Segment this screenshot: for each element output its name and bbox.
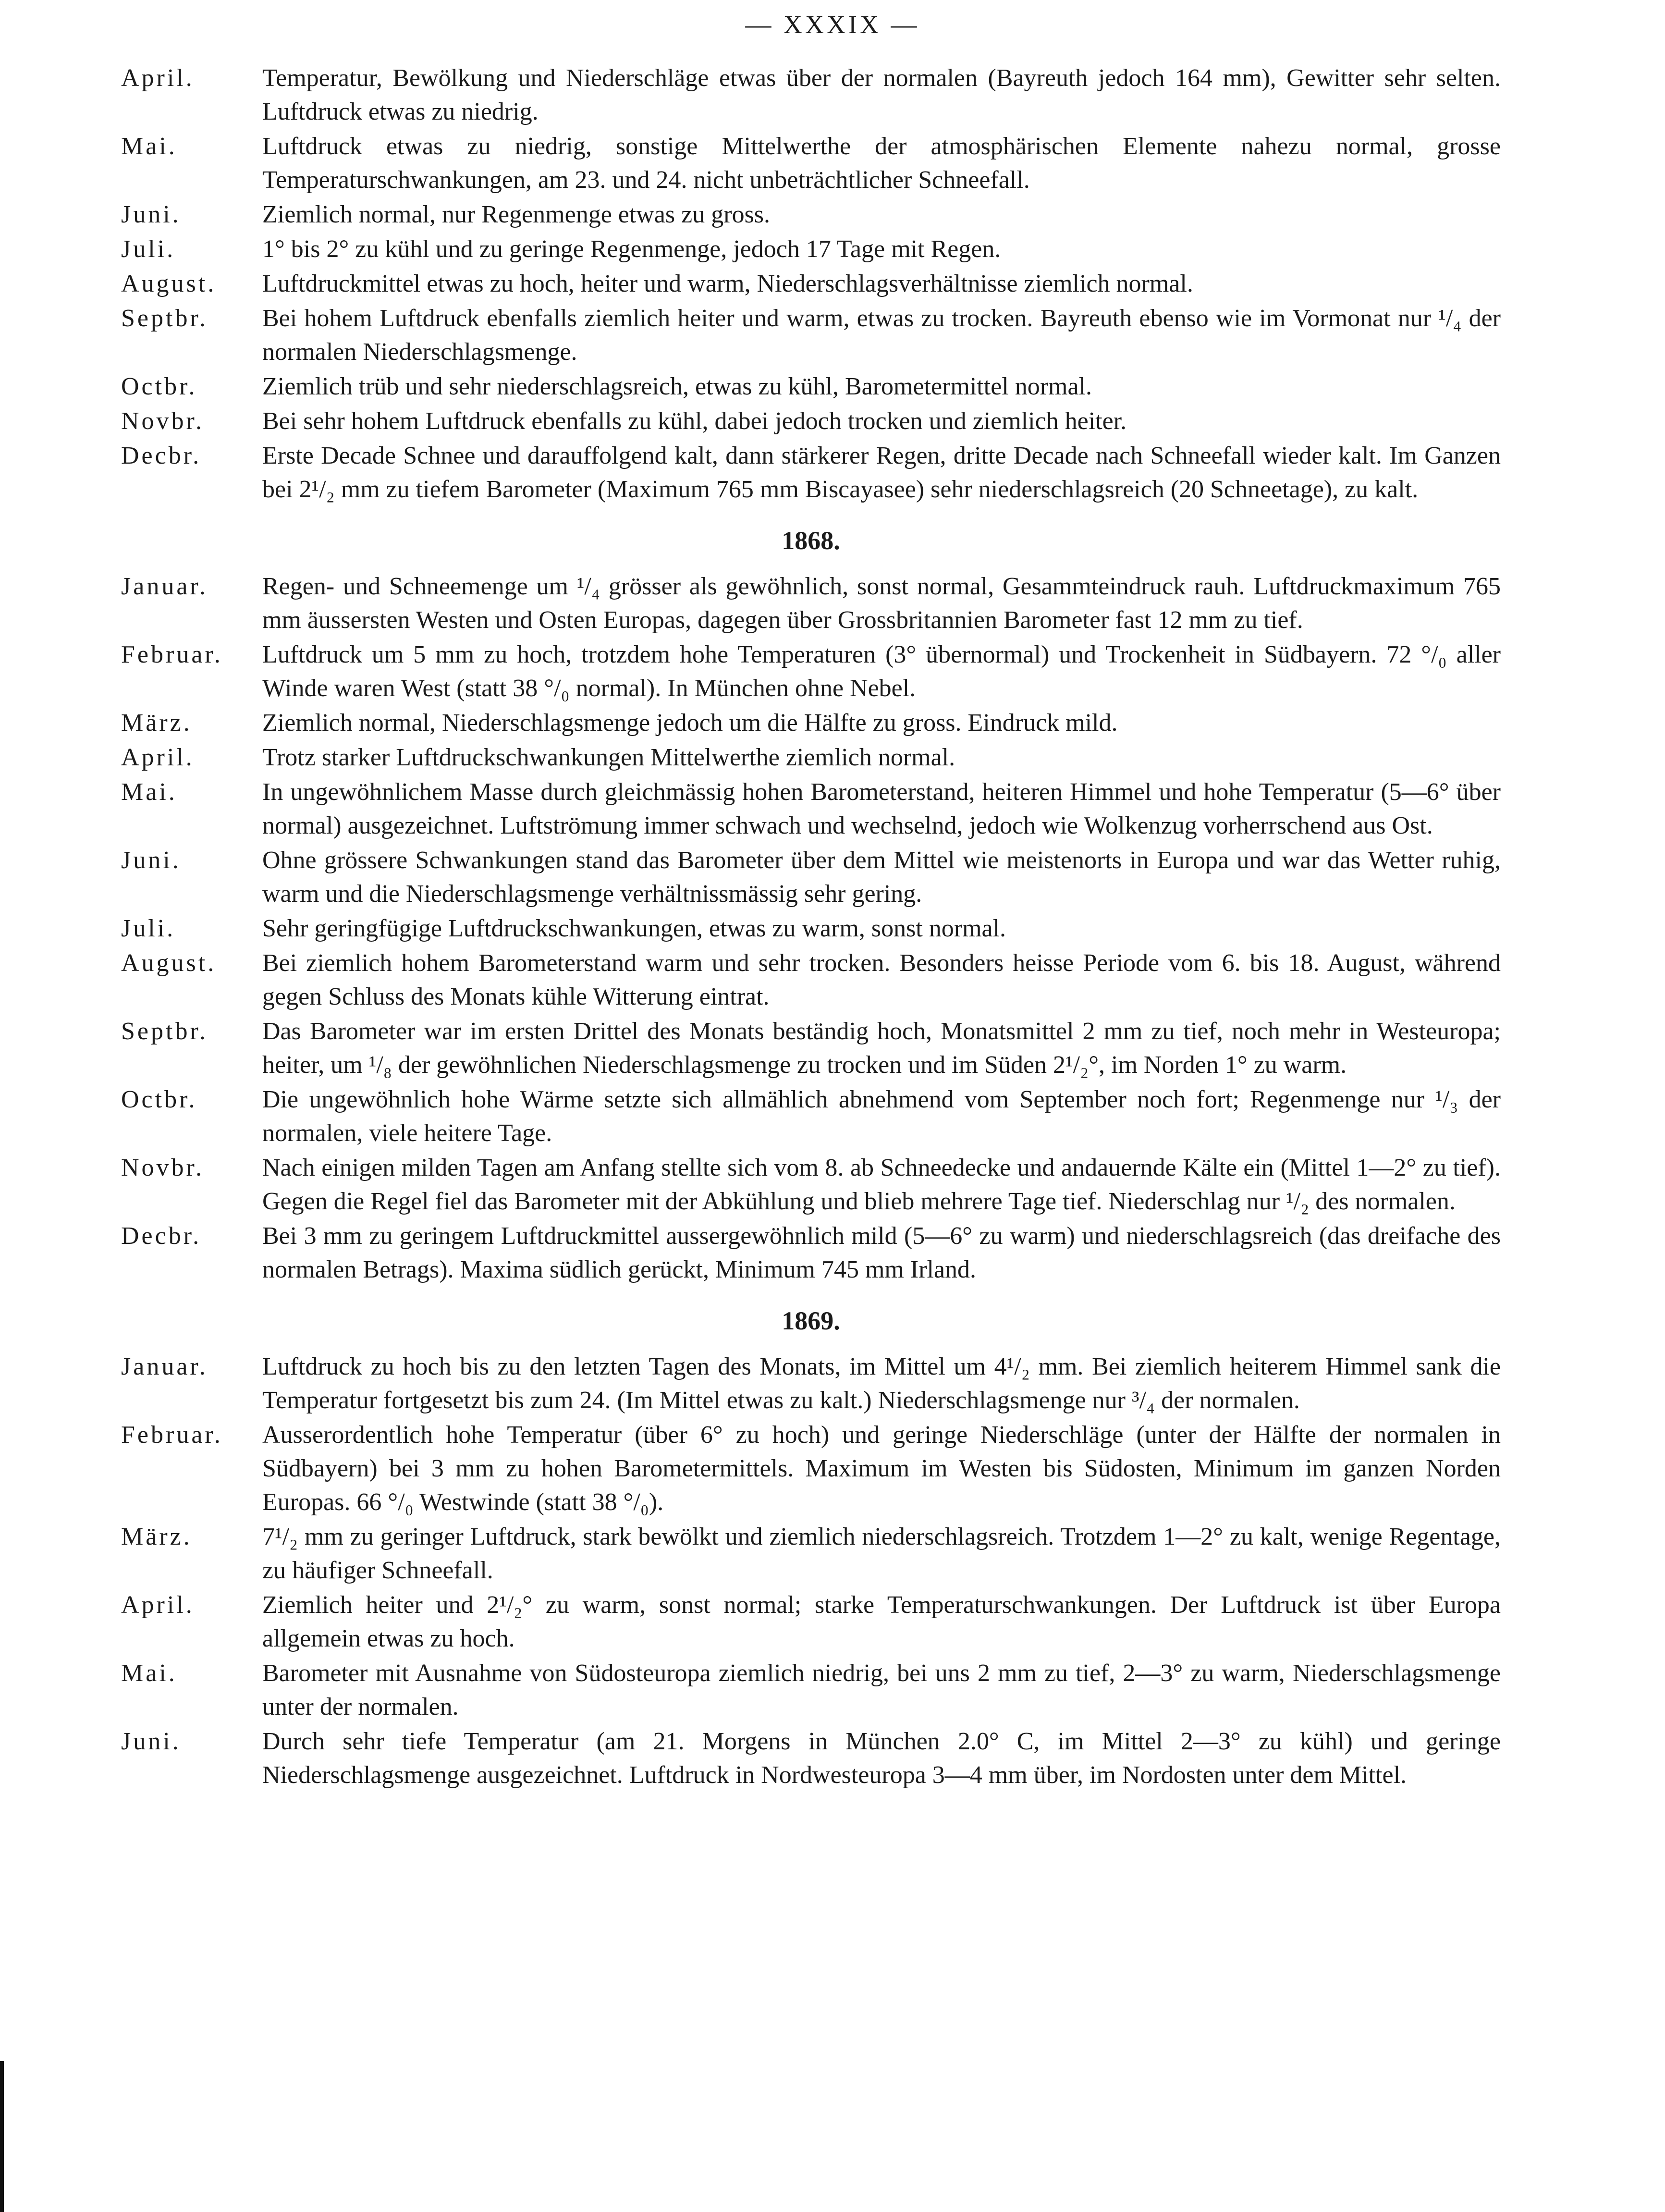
entry-text: Ziemlich normal, nur Regenmenge etwas zu gross. xyxy=(262,201,771,228)
entry xyxy=(121,370,1501,404)
entry xyxy=(121,198,1501,232)
month-label: März. xyxy=(121,1523,192,1550)
month-label: Decbr. xyxy=(121,1222,202,1250)
month-label: Februar. xyxy=(121,1421,223,1449)
month-label: August. xyxy=(121,270,217,297)
entry-text: Die ungewöhnlich hohe Wärme setzte sich allmählich abnehmend vom September noch fort; Regenmenge nur ¹/₃ der normalen, viele heitere Tage. xyxy=(262,1086,1501,1147)
entry xyxy=(121,61,1501,129)
page-number: — XXXIX — xyxy=(745,10,920,39)
entry-text: Bei sehr hohem Luftdruck ebenfalls zu kühl, dabei jedoch trocken und ziemlich heiter. xyxy=(262,407,1127,435)
entry-text: Ziemlich heiter und 2¹/₂° zu warm, sonst normal; starke Temperaturschwankungen. Der Luftdruck ist über Europa allgemein etwas zu hoch. xyxy=(262,1591,1501,1652)
month-label: April. xyxy=(121,744,195,771)
month-label: März. xyxy=(121,709,192,737)
entry xyxy=(121,570,1501,637)
entry xyxy=(121,1151,1501,1218)
entry xyxy=(121,1083,1501,1150)
entry xyxy=(121,1725,1501,1792)
month-label: Mai. xyxy=(121,133,177,160)
entry xyxy=(121,233,1501,266)
month-label: Octbr. xyxy=(121,1086,197,1113)
entry xyxy=(121,130,1501,197)
section-1868 xyxy=(121,524,1501,1287)
entry xyxy=(121,1588,1501,1656)
entry-text: Bei ziemlich hohem Barometerstand warm und sehr trocken. Besonders heisse Periode vom 6. bis 18. August, während gegen Schluss des Monats kühle Witterung eintrat. xyxy=(262,949,1501,1010)
entry-text: Ziemlich trüb und sehr niederschlagsreich, etwas zu kühl, Barometermittel normal. xyxy=(262,373,1092,400)
entry-text: Durch sehr tiefe Temperatur (am 21. Morgens in München 2.0° C, im Mittel 2—3° zu kühl) und geringe Niederschlagsmenge ausgezeichnet. Luftdruck in Nordwesteuropa 3—4 mm über, im Nordosten unter dem Mittel. xyxy=(262,1728,1501,1789)
year-heading: 1868. xyxy=(782,526,840,555)
entry-text: Erste Decade Schnee und darauffolgend kalt, dann stärkerer Regen, dritte Decade nach Schneefall wieder kalt. Im Ganzen bei 2¹/₂ mm zu tiefem Barometer (Maximum 765 mm Biscayasee) sehr niederschlagsreich (20 Schneetage), zu kalt. xyxy=(262,442,1501,503)
month-label: Decbr. xyxy=(121,442,202,469)
section-1869 xyxy=(121,1304,1501,1792)
section-continuation xyxy=(121,61,1501,506)
month-label: Februar. xyxy=(121,641,223,668)
month-label: Septbr. xyxy=(121,305,208,332)
month-label: Mai. xyxy=(121,1659,177,1687)
entry-text: 7¹/₂ mm zu geringer Luftdruck, stark bewölkt und ziemlich niederschlagsreich. Trotzdem 1—2° zu kalt, wenige Regentage, zu häufiger Schneefall. xyxy=(262,1523,1501,1584)
month-label: Octbr. xyxy=(121,373,197,400)
month-label: Juni. xyxy=(121,1728,181,1755)
entry-text: Temperatur, Bewölkung und Niederschläge etwas über der normalen (Bayreuth jedoch 164 mm), Gewitter sehr selten. Luftdruck etwas zu niedrig. xyxy=(262,64,1501,125)
month-label: August. xyxy=(121,949,217,977)
entry xyxy=(121,912,1501,946)
month-label: April. xyxy=(121,64,195,92)
entry xyxy=(121,405,1501,438)
entry-text: Ausserordentlich hohe Temperatur (über 6° zu hoch) und geringe Niederschläge (unter der Hälfte der normalen in Südbayern) bei 3 mm zu hohen Barometermittels. Maximum im Westen bis Südosten, Minimum im ganzen Norden Europas. 66 °/₀ Westwinde (statt 38 °/₀). xyxy=(262,1421,1501,1516)
entry-text: Trotz starker Luftdruckschwankungen Mittelwerthe ziemlich normal. xyxy=(262,744,955,771)
entry xyxy=(121,1219,1501,1287)
entry-text: Das Barometer war im ersten Drittel des Monats beständig hoch, Monatsmittel 2 mm zu tief, noch mehr in Westeuropa; heiter, um ¹/₈ der gewöhnlichen Niederschlagsmenge zu trocken und im Süden 2¹/₂°, im Norden 1° zu warm. xyxy=(262,1018,1501,1079)
entry-text: Barometer mit Ausnahme von Südosteuropa ziemlich niedrig, bei uns 2 mm zu tief, 2—3° zu warm, Niederschlagsmenge unter der normalen. xyxy=(262,1659,1501,1720)
entry xyxy=(121,706,1501,740)
month-label: Januar. xyxy=(121,573,208,600)
month-label: Juli. xyxy=(121,235,176,263)
entry-text: Regen- und Schneemenge um ¹/₄ grösser als gewöhnlich, sonst normal, Gesammteindruck rauh. Luftdruckmaximum 765 mm äussersten Westen und Osten Europas, dagegen über Grossbritannien Barometer fast 12 mm zu tief. xyxy=(262,573,1501,634)
entry xyxy=(121,844,1501,911)
entry xyxy=(121,267,1501,301)
entry-text: Ohne grössere Schwankungen stand das Barometer über dem Mittel wie meistenorts in Europa und war das Wetter ruhig, warm und die Niederschlagsmenge verhältnissmässig sehr gering. xyxy=(262,847,1501,908)
entry-text: Bei hohem Luftdruck ebenfalls ziemlich heiter und warm, etwas zu trocken. Bayreuth ebenso wie im Vormonat nur ¹/₄ der normalen Niederschlagsmenge. xyxy=(262,305,1501,366)
entry-text: 1° bis 2° zu kühl und zu geringe Regenmenge, jedoch 17 Tage mit Regen. xyxy=(262,235,1001,263)
entry-text: Luftdruck etwas zu niedrig, sonstige Mittelwerthe der atmosphärischen Elemente nahezu normal, grosse Temperaturschwankungen, am 23. und 24. nicht unbeträchtlicher Schneefall. xyxy=(262,133,1501,194)
entry xyxy=(121,1350,1501,1417)
month-label: Juni. xyxy=(121,847,181,874)
entry-text: Bei 3 mm zu geringem Luftdruckmittel aussergewöhnlich mild (5—6° zu warm) und niederschlagsreich (das dreifache des normalen Betrags). Maxima südlich gerückt, Minimum 745 mm Irland. xyxy=(262,1222,1501,1283)
entry xyxy=(121,741,1501,774)
month-label: Novbr. xyxy=(121,407,204,435)
entry xyxy=(121,946,1501,1014)
month-label: Juni. xyxy=(121,201,181,228)
entry xyxy=(121,302,1501,369)
entry-text: Sehr geringfügige Luftdruckschwankungen, etwas zu warm, sonst normal. xyxy=(262,915,1006,942)
month-label: Novbr. xyxy=(121,1154,204,1181)
entry-text: Nach einigen milden Tagen am Anfang stellte sich vom 8. ab Schneedecke und andauernde Kälte ein (Mittel 1—2° zu tief). Gegen die Regel fiel das Barometer mit der Abkühlung und blieb mehrere Tage tief. Niederschlag nur ¹/₂ des normalen. xyxy=(262,1154,1501,1215)
month-label: Mai. xyxy=(121,778,177,806)
entry xyxy=(121,775,1501,843)
month-label: Januar. xyxy=(121,1353,208,1380)
body-text xyxy=(121,61,1501,1793)
entry xyxy=(121,1015,1501,1082)
month-label: April. xyxy=(121,1591,195,1619)
entry-text: Luftdruck zu hoch bis zu den letzten Tagen des Monats, im Mittel um 4¹/₂ mm. Bei ziemlich heiterem Himmel sank die Temperatur fortgesetzt bis zum 24. (Im Mittel etwas zu kalt.) Niederschlagsmenge nur ³/₄ der normalen. xyxy=(262,1353,1501,1414)
month-label: Juli. xyxy=(121,915,176,942)
year-heading: 1869. xyxy=(782,1306,840,1335)
entry xyxy=(121,439,1501,506)
binding-edge xyxy=(0,2061,4,2212)
entry xyxy=(121,1418,1501,1519)
entry-text: Luftdruck um 5 mm zu hoch, trotzdem hohe Temperaturen (3° übernormal) und Trockenheit in Südbayern. 72 °/₀ aller Winde waren West (statt 38 °/₀ normal). In München ohne Nebel. xyxy=(262,641,1501,702)
entry xyxy=(121,1520,1501,1587)
entry-text: In ungewöhnlichem Masse durch gleichmässig hohen Barometerstand, heiteren Himmel und hohe Temperatur (5—6° über normal) ausgezeichnet. Luftströmung immer schwach und wechselnd, jedoch wie Wolkenzug vorherrschend aus Ost. xyxy=(262,778,1501,839)
month-label: Septbr. xyxy=(121,1018,208,1045)
entry-text: Ziemlich normal, Niederschlagsmenge jedoch um die Hälfte zu gross. Eindruck mild. xyxy=(262,709,1118,737)
entry xyxy=(121,638,1501,705)
entry xyxy=(121,1657,1501,1724)
entry-text: Luftdruckmittel etwas zu hoch, heiter und warm, Niederschlagsverhältnisse ziemlich normal. xyxy=(262,270,1193,297)
